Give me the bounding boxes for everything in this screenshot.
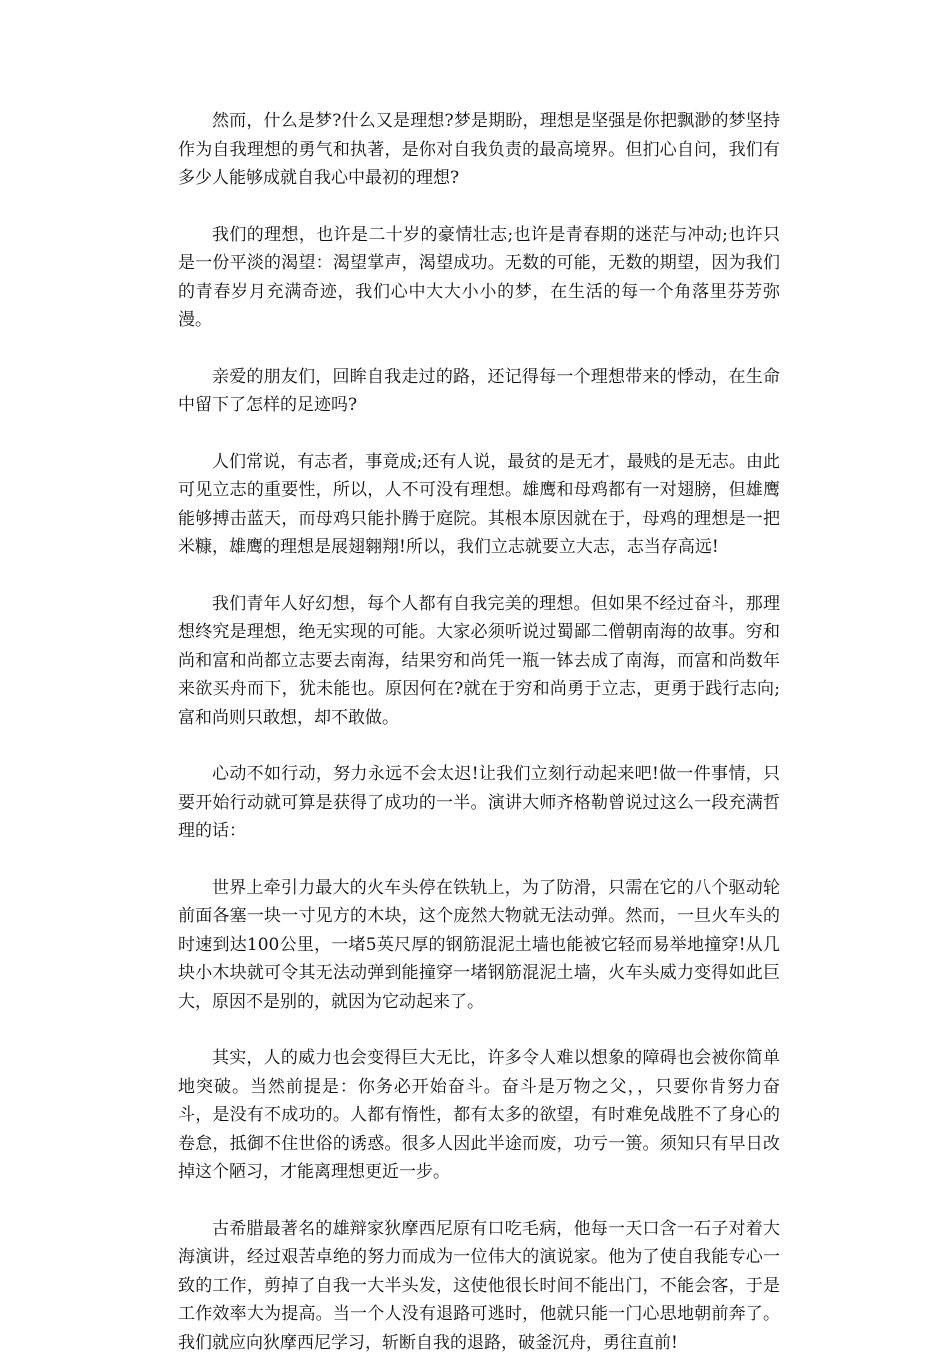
paragraph-4: 人们常说，有志者，事竟成;还有人说，最贫的是无才，最贱的是无志。由此可见立志的重要性，所以，人不可没有理想。雄鹰和母鸡都有一对翅膀，但雄鹰能够搏击蓝天，而母鸡只能扑腾于庭院。其根本原因就在于，母鸡的理想是一把米糠，雄鹰的理想是展翅翱翔!所以，我们立志就要立大志，志当存高远!	[178, 448, 780, 562]
document-body	[178, 107, 780, 1357]
paragraph-7: 世界上牵引力最大的火车头停在铁轨上，为了防滑，只需在它的八个驱动轮前面各塞一块一寸见方的木块，这个庞然大物就无法动弹。然而，一旦火车头的时速到达100公里，一堵5英尺厚的钢筋混泥土墙也能被它轻而易举地撞穿!从几块小木块就可令其无法动弹到能撞穿一堵钢筋混泥土墙，火车头威力变得如此巨大，原因不是别的，就因为它动起来了。	[178, 874, 780, 1017]
paragraph-5: 我们青年人好幻想，每个人都有自我完美的理想。但如果不经过奋斗，那理想终究是理想，绝无实现的可能。大家必须听说过蜀鄙二僧朝南海的故事。穷和尚和富和尚都立志要去南海，结果穷和尚凭一瓶一钵去成了南海，而富和尚数年来欲买舟而下，犹未能也。原因何在?就在于穷和尚勇于立志，更勇于践行志向;富和尚则只敢想，却不敢做。	[178, 590, 780, 733]
paragraph-2: 我们的理想，也许是二十岁的豪情壮志;也许是青春期的迷茫与冲动;也许只是一份平淡的渴望：渴望掌声，渴望成功。无数的可能，无数的期望，因为我们的青春岁月充满奇迹，我们心中大大小小的梦，在生活的每一个角落里芬芳弥漫。	[178, 221, 780, 335]
paragraph-3: 亲爱的朋友们，回眸自我走过的路，还记得每一个理想带来的悸动，在生命中留下了怎样的足迹吗?	[178, 363, 780, 420]
paragraph-1: 然而，什么是梦?什么又是理想?梦是期盼，理想是坚强是你把飘渺的梦坚持作为自我理想的勇气和执著，是你对自我负责的最高境界。但扪心自问，我们有多少人能够成就自我心中最初的理想?	[178, 107, 780, 193]
paragraph-9: 古希腊最著名的雄辩家狄摩西尼原有口吃毛病，他每一天口含一石子对着大海演讲，经过艰苦卓绝的努力而成为一位伟大的演说家。他为了使自我能专心一致的工作，剪掉了自我一大半头发，这使他很长时间不能出门，不能会客，于是工作效率大为提高。当一个人没有退路可逃时，他就只能一门心思地朝前奔了。我们就应向狄摩西尼学习，斩断自我的退路，破釜沉舟，勇往直前!	[178, 1215, 780, 1357]
paragraph-6: 心动不如行动，努力永远不会太迟!让我们立刻行动起来吧!做一件事情，只要开始行动就可算是获得了成功的一半。演讲大师齐格勒曾说过这么一段充满哲理的话：	[178, 760, 780, 846]
paragraph-8: 其实，人的威力也会变得巨大无比，许多令人难以想象的障碍也会被你简单地突破。当然前提是：你务必开始奋斗。奋斗是万物之父，，只要你肯努力奋斗，是没有不成功的。人都有惰性，都有太多的欲望，有时难免战胜不了身心的卷怠，抵御不住世俗的诱惑。很多人因此半途而废，功亏一篑。须知只有早日改掉这个陋习，才能离理想更近一步。	[178, 1044, 780, 1187]
